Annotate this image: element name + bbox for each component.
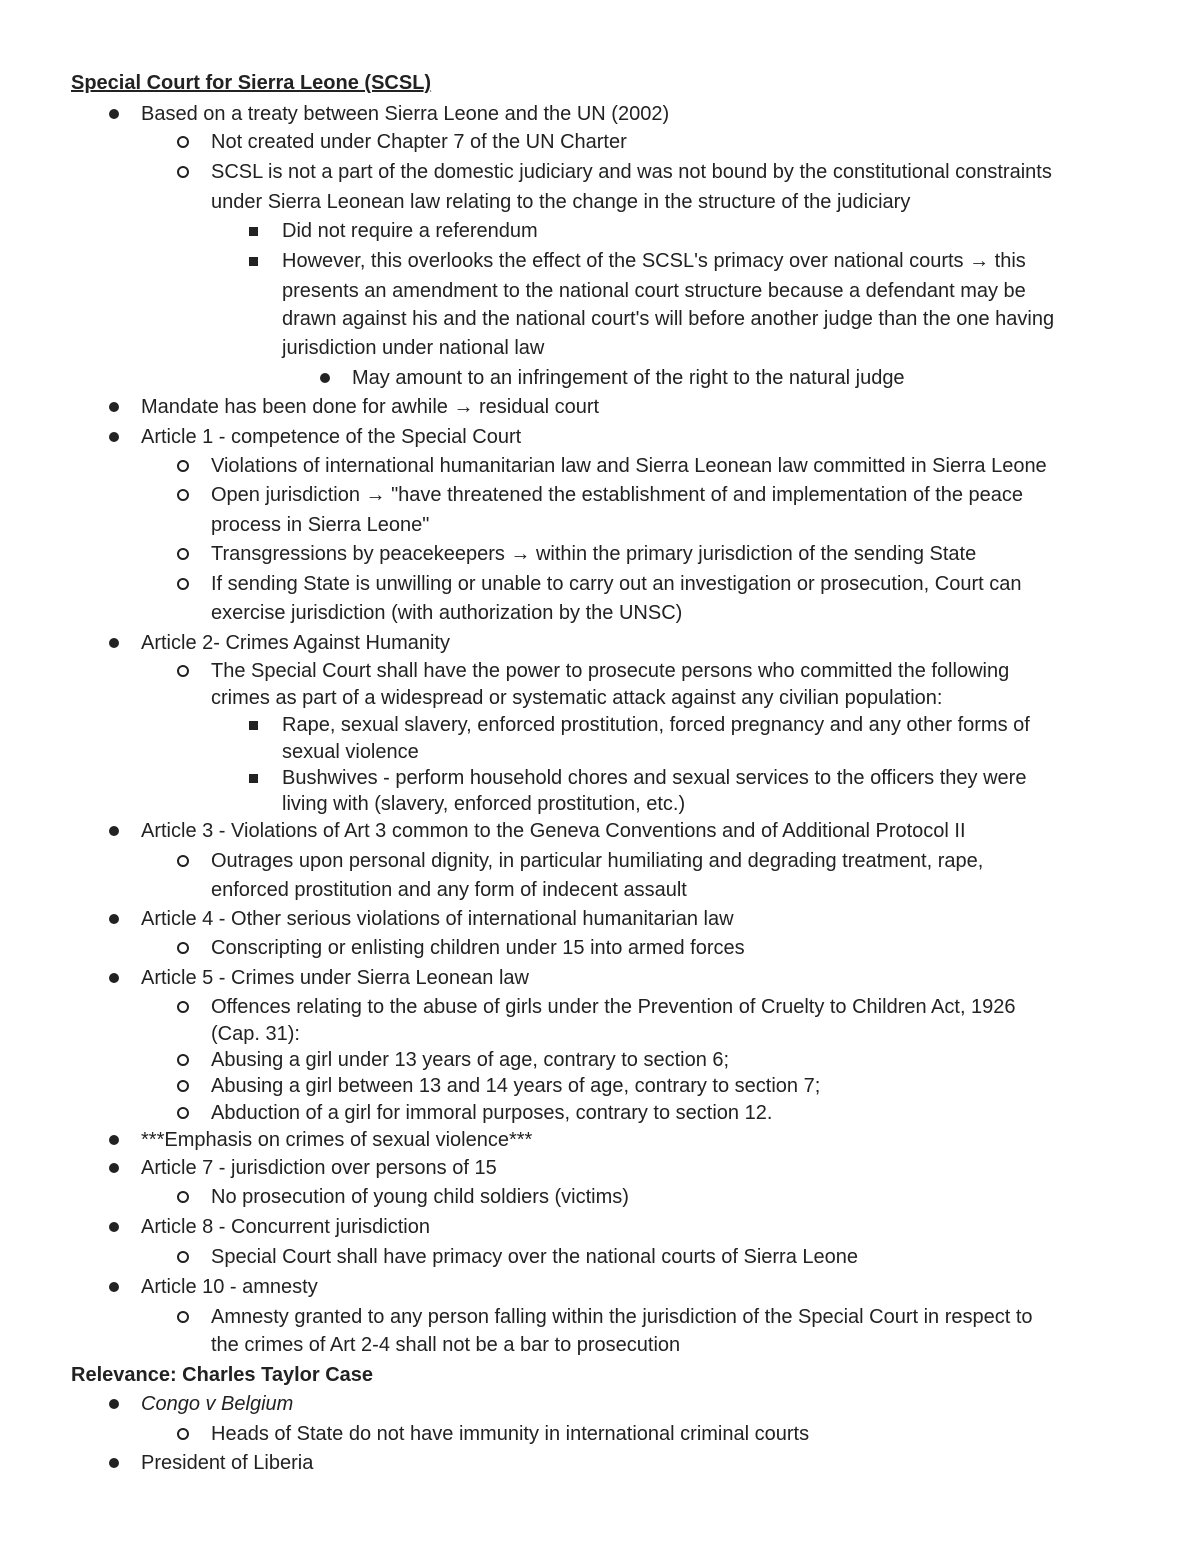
list-item-text: Article 4 - Other serious violations of international humanitarian law [141, 908, 734, 930]
list-item-text: Bushwives - perform household chores and sexual services to the officers they were [282, 767, 1027, 789]
bullet-icon [109, 432, 119, 442]
list-item-text: the crimes of Art 2-4 shall not be a bar to prosecution [211, 1334, 681, 1356]
list-item-text: SCSL is not a part of the domestic judiciary and was not bound by the constitutional constraints [211, 161, 1052, 183]
list-item-text: jurisdiction under national law [282, 337, 545, 359]
list-item-text: Conscripting or enlisting children under 15 into armed forces [211, 937, 745, 959]
bullet-icon [109, 1458, 119, 1468]
list-item-text: Article 5 - Crimes under Sierra Leonean law [141, 967, 529, 989]
circle-bullet-icon [177, 942, 189, 954]
bullet-icon [109, 1282, 119, 1292]
list-item-text: Transgressions by peacekeepers → within the primary jurisdiction of the sending State [211, 543, 977, 565]
list-item-text: Article 7 - jurisdiction over persons of 15 [141, 1157, 497, 1179]
list-item-text: Mandate has been done for awhile → residual court [141, 396, 600, 418]
list-item-text: Article 8 - Concurrent jurisdiction [141, 1216, 430, 1238]
list-item-text: drawn against his and the national court's will before another judge than the one having [282, 308, 1055, 330]
list-item-text: Amnesty granted to any person falling within the jurisdiction of the Special Court in respect to [211, 1306, 1033, 1328]
list-item-text: presents an amendment to the national court structure because a defendant may be [282, 280, 1026, 302]
circle-bullet-icon [177, 1054, 189, 1066]
circle-bullet-icon [177, 1251, 189, 1263]
list-item-text: under Sierra Leonean law relating to the change in the structure of the judiciary [211, 191, 911, 213]
list-item-text: May amount to an infringement of the right to the natural judge [352, 367, 905, 389]
list-item-text: exercise jurisdiction (with authorization by the UNSC) [211, 602, 683, 624]
circle-bullet-icon [177, 855, 189, 867]
list-item-text: Article 10 - amnesty [141, 1276, 318, 1298]
bullet-icon [109, 638, 119, 648]
bullet-icon [320, 373, 330, 383]
circle-bullet-icon [177, 1001, 189, 1013]
circle-bullet-icon [177, 578, 189, 590]
list-item-text: Offences relating to the abuse of girls under the Prevention of Cruelty to Children Act, 1926 [211, 996, 1016, 1018]
list-item-text: Special Court shall have primacy over the national courts of Sierra Leone [211, 1246, 859, 1268]
list-item-text: President of Liberia [141, 1452, 314, 1474]
bullet-icon [109, 826, 119, 836]
square-bullet-icon [249, 227, 258, 236]
section-heading: Special Court for Sierra Leone (SCSL) [71, 72, 432, 94]
circle-bullet-icon [177, 136, 189, 148]
circle-bullet-icon [177, 489, 189, 501]
list-item-text: Abusing a girl under 13 years of age, contrary to section 6; [211, 1049, 730, 1071]
list-item-text: Violations of international humanitarian law and Sierra Leonean law committed in Sierra Leone [211, 455, 1047, 477]
list-item-text: The Special Court shall have the power to prosecute persons who committed the following [211, 660, 1010, 682]
circle-bullet-icon [177, 166, 189, 178]
circle-bullet-icon [177, 1080, 189, 1092]
list-item-text: No prosecution of young child soldiers (victims) [211, 1186, 629, 1208]
list-item-text: ***Emphasis on crimes of sexual violence*** [141, 1129, 533, 1151]
list-item-text: Did not require a referendum [282, 220, 538, 242]
list-item-text: (Cap. 31): [211, 1023, 300, 1045]
circle-bullet-icon [177, 1107, 189, 1119]
list-item-text: Article 2- Crimes Against Humanity [141, 632, 450, 654]
bullet-icon [109, 973, 119, 983]
list-item-text: Based on a treaty between Sierra Leone and the UN (2002) [141, 103, 670, 125]
list-item-text: If sending State is unwilling or unable to carry out an investigation or prosecution, Court can [211, 573, 1022, 595]
square-bullet-icon [249, 257, 258, 266]
circle-bullet-icon [177, 1428, 189, 1440]
bullet-icon [109, 1135, 119, 1145]
list-item-text: Rape, sexual slavery, enforced prostitution, forced pregnancy and any other forms of [282, 714, 1030, 736]
list-item-text: Heads of State do not have immunity in international criminal courts [211, 1423, 810, 1445]
bullet-icon [109, 1222, 119, 1232]
circle-bullet-icon [177, 665, 189, 677]
list-item-text: Congo v Belgium [141, 1393, 294, 1415]
bullet-icon [109, 1163, 119, 1173]
square-bullet-icon [249, 721, 258, 730]
list-item-text: Open jurisdiction → "have threatened the establishment of and implementation of the peace [211, 484, 1024, 506]
list-item-text: Article 1 - competence of the Special Court [141, 426, 522, 448]
bullet-icon [109, 109, 119, 119]
list-item-text: Abusing a girl between 13 and 14 years of age, contrary to section 7; [211, 1075, 821, 1097]
square-bullet-icon [249, 774, 258, 783]
bullet-icon [109, 1399, 119, 1409]
bullet-icon [109, 402, 119, 412]
circle-bullet-icon [177, 460, 189, 472]
list-item-text: Article 3 - Violations of Art 3 common to the Geneva Conventions and of Additional Protocol II [141, 820, 966, 842]
list-item-text: sexual violence [282, 741, 419, 763]
list-item-text: However, this overlooks the effect of the SCSL's primacy over national courts → this [282, 250, 1026, 272]
section-heading: Relevance: Charles Taylor Case [71, 1364, 374, 1386]
list-item-text: enforced prostitution and any form of indecent assault [211, 879, 687, 901]
list-item-text: Outrages upon personal dignity, in particular humiliating and degrading treatment, rape, [211, 850, 984, 872]
circle-bullet-icon [177, 548, 189, 560]
list-item-text: Not created under Chapter 7 of the UN Charter [211, 131, 627, 153]
list-item-text: living with (slavery, enforced prostitution, etc.) [282, 793, 686, 815]
list-item-text: Abduction of a girl for immoral purposes, contrary to section 12. [211, 1102, 773, 1124]
circle-bullet-icon [177, 1311, 189, 1323]
circle-bullet-icon [177, 1191, 189, 1203]
bullet-icon [109, 914, 119, 924]
list-item-text: process in Sierra Leone" [211, 514, 430, 536]
list-item-text: crimes as part of a widespread or systematic attack against any civilian population: [211, 687, 943, 709]
